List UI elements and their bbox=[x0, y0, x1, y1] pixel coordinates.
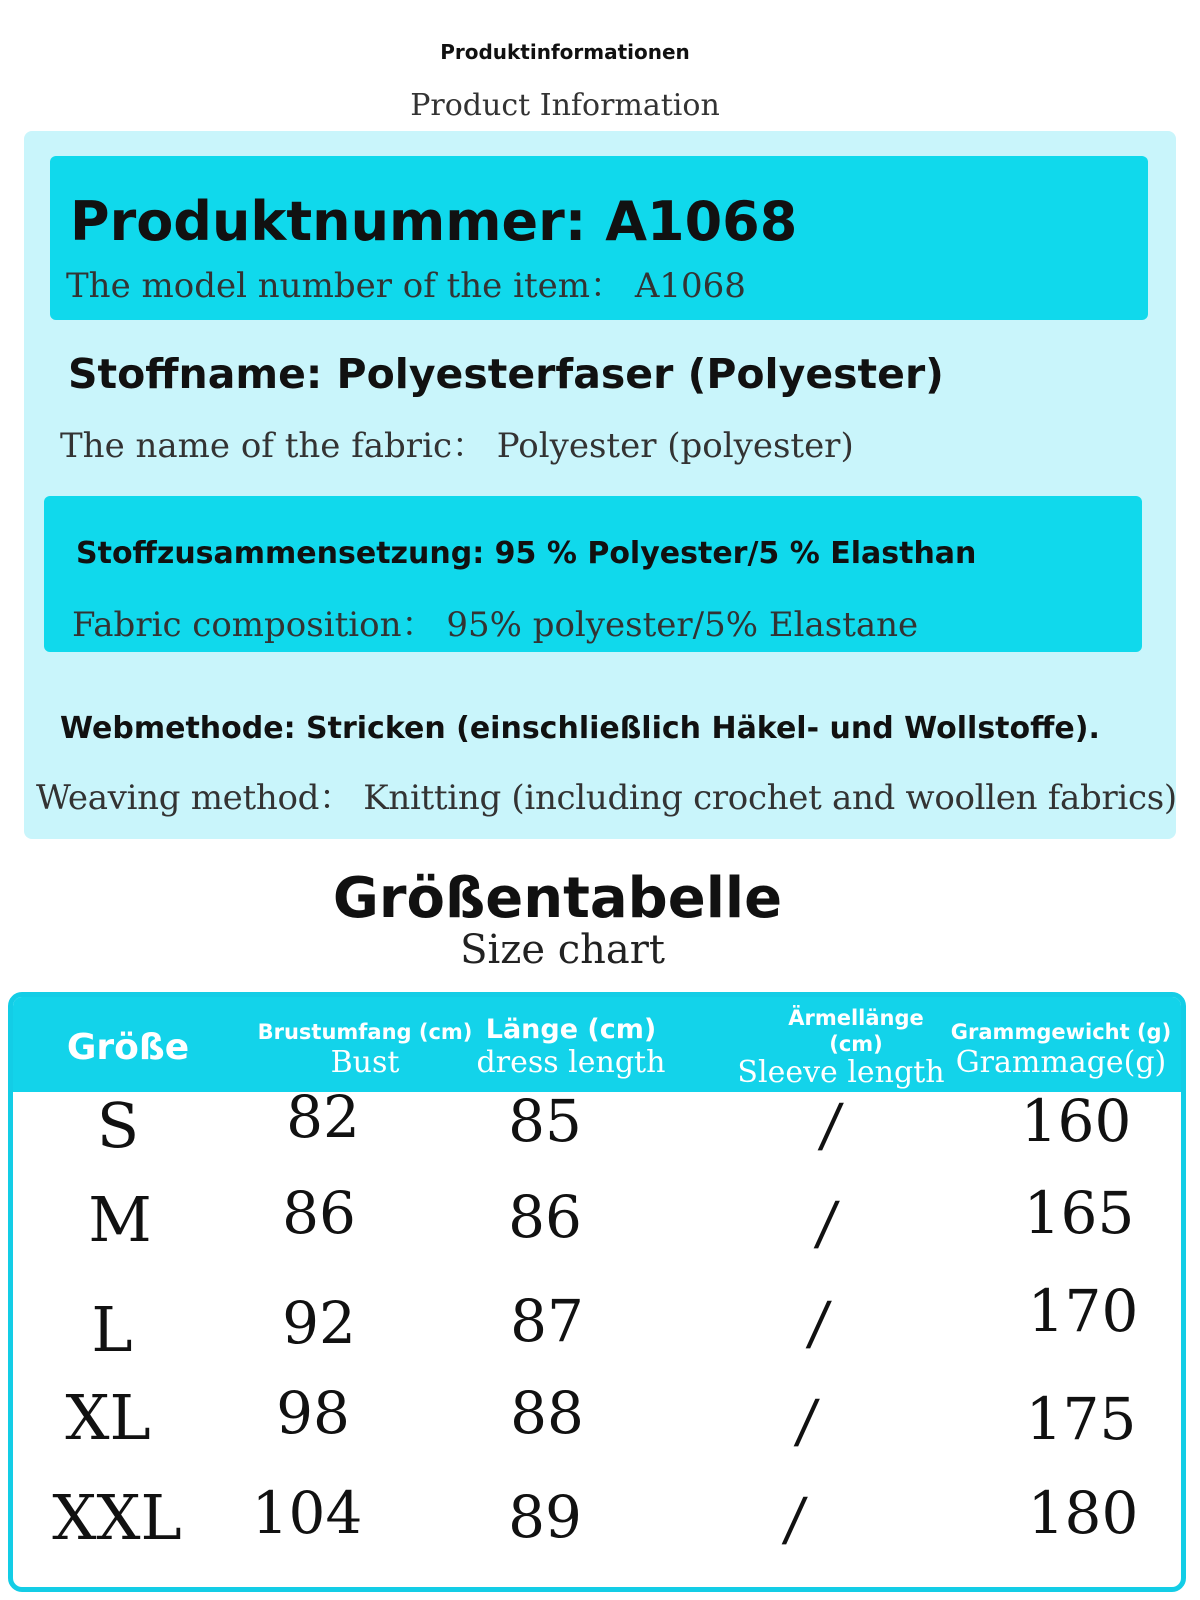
model-number-en: The model number of the item： A1068 bbox=[66, 266, 746, 306]
column-header-length bbox=[461, 1013, 681, 1079]
column-header-sleeve-de: Ärmellänge (cm) bbox=[788, 1006, 924, 1056]
sleeve-cell: / bbox=[792, 1387, 822, 1455]
grammage-cell: 170 bbox=[1027, 1277, 1139, 1345]
fabric-name-en: The name of the fabric： Polyester (polyester) bbox=[60, 426, 854, 466]
column-header-grammage bbox=[938, 1017, 1184, 1079]
column-header-grammage-de: Grammgewicht (g) bbox=[950, 1020, 1172, 1044]
grammage-cell: 180 bbox=[1027, 1479, 1139, 1547]
model-number-de: Produktnummer: A1068 bbox=[70, 190, 798, 253]
sleeve-cell: / bbox=[816, 1091, 846, 1159]
sleeve-cell: / bbox=[804, 1289, 834, 1357]
bust-cell: 86 bbox=[282, 1179, 356, 1247]
fabric-composition-en: Fabric composition： 95% polyester/5% Elastane bbox=[72, 605, 919, 645]
fabric-name-de: Stoffname: Polyesterfaser (Polyester) bbox=[68, 350, 944, 398]
column-header-sleeve bbox=[731, 1005, 951, 1089]
fabric-composition-de: Stoffzusammensetzung: 95 % Polyester/5 % Elasthan bbox=[76, 536, 977, 571]
size-cell: S bbox=[96, 1089, 140, 1162]
weaving-method-en: Weaving method： Knitting (including crochet and woollen fabrics) bbox=[36, 778, 1177, 818]
page-title-de: Produktinformationen bbox=[440, 40, 690, 64]
column-header-length-en: dress length bbox=[476, 1045, 666, 1080]
grammage-cell: 160 bbox=[1020, 1087, 1132, 1155]
column-header-size-de: Größe bbox=[66, 1027, 190, 1068]
bust-cell: 98 bbox=[276, 1379, 350, 1447]
length-cell: 88 bbox=[510, 1379, 584, 1447]
bust-cell: 104 bbox=[251, 1479, 363, 1547]
column-header-sleeve-en: Sleeve length bbox=[737, 1055, 945, 1090]
column-header-size bbox=[33, 1027, 223, 1068]
size-chart-title-en: Size chart bbox=[460, 927, 665, 973]
size-cell: L bbox=[91, 1293, 133, 1366]
grammage-cell: 165 bbox=[1023, 1179, 1135, 1247]
sleeve-cell: / bbox=[780, 1485, 810, 1553]
weaving-method-de: Webmethode: Stricken (einschließlich Häkel- und Wollstoffe). bbox=[60, 711, 1100, 746]
column-header-length-de: Länge (cm) bbox=[485, 1014, 657, 1045]
grammage-cell: 175 bbox=[1025, 1385, 1137, 1453]
size-table-header bbox=[13, 997, 1181, 1092]
column-header-bust bbox=[235, 1017, 495, 1079]
length-cell: 87 bbox=[510, 1287, 584, 1355]
column-header-bust-en: Bust bbox=[330, 1045, 400, 1080]
size-table bbox=[8, 992, 1186, 1592]
length-cell: 85 bbox=[508, 1087, 582, 1155]
size-cell: M bbox=[88, 1183, 152, 1256]
length-cell: 86 bbox=[508, 1183, 582, 1251]
bust-cell: 92 bbox=[282, 1289, 356, 1357]
length-cell: 89 bbox=[508, 1483, 582, 1551]
bust-cell: 82 bbox=[286, 1083, 360, 1151]
column-header-bust-de: Brustumfang (cm) bbox=[257, 1020, 473, 1044]
size-cell: XL bbox=[65, 1381, 151, 1454]
sleeve-cell: / bbox=[812, 1189, 842, 1257]
column-header-grammage-en: Grammage(g) bbox=[955, 1045, 1167, 1080]
size-chart-title-de: Größentabelle bbox=[332, 866, 783, 931]
size-cell: XXL bbox=[52, 1481, 182, 1554]
page-title-en: Product Information bbox=[410, 88, 720, 123]
